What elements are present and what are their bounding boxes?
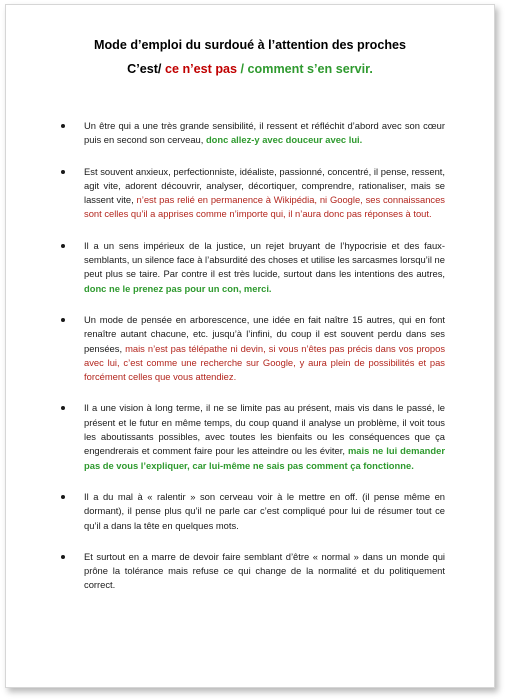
item-text: Est souvent anxieux, perfectionniste, idéaliste, passionné, concentré, il pense, ressent, agit vite, adorent découvrir, analyser, décortiquer, comprendre, rationaliser, mais se lassent vite, bbox=[84, 165, 445, 206]
item-advice-text: donc ne le prenez pas pour un con, merci. bbox=[84, 282, 272, 294]
bullet-icon bbox=[61, 244, 65, 248]
item-text: Et surtout en a marre de devoir faire semblant d’être « normal » dans un monde qui prône la tolérance mais refuse ce qui change de la normalité et du politiquement correct. bbox=[84, 550, 445, 591]
item-text: Il a un sens impérieux de la justice, un rejet bruyant de l’hypocrisie et des faux-semblants, un silence face à l’absurdité des choses et utilise les sarcasmes lorsqu’il ne peut plus se taire. Par contre il est très lucide, surtout dans les intentions des autres, bbox=[84, 239, 445, 280]
list-item bbox=[55, 490, 445, 533]
subtitle-is: C’est/ bbox=[127, 62, 165, 76]
subtitle-how-to-use: / comment s’en servir. bbox=[237, 62, 373, 76]
item-advice-text: mais ne lui demander pas de vous l’expliquer, car lui-même ne sais pas comment ça fonctionne. bbox=[84, 445, 445, 471]
list-item bbox=[55, 313, 445, 384]
item-text: Un être qui a une très grande sensibilité, il ressent et réfléchit d’abord avec son cœur puis en second son cerveau, bbox=[84, 120, 445, 146]
bullet-icon bbox=[61, 318, 65, 322]
traits-list bbox=[55, 119, 445, 610]
item-advice-text: donc allez-y avec douceur avec lui. bbox=[205, 134, 363, 146]
bullet-icon bbox=[61, 124, 65, 128]
list-item bbox=[55, 401, 445, 472]
list-item bbox=[55, 550, 445, 593]
document-page bbox=[5, 4, 495, 688]
bullet-icon bbox=[61, 406, 65, 410]
document-subtitle bbox=[6, 60, 494, 78]
item-negative-text: mais n’est pas télépathe ni devin, si vous n’êtes pas précis dans vos propos avec lui, c’est comme une recherche sur Google, y aura plein de possibilités et pas forcément celles que vous attendiez. bbox=[84, 342, 446, 383]
list-item bbox=[55, 119, 445, 148]
bullet-icon bbox=[61, 170, 65, 174]
item-text: Il a du mal à « ralentir » son cerveau voir à le mettre en off. (il pense même en dormant), il pense plus qu’il ne parle car c’est compliqué pour lui de résumer tout ce qu’il a dans la tête en quelques mots. bbox=[84, 490, 445, 531]
document-title: Mode d’emploi du surdoué à l’attention des proches bbox=[93, 38, 407, 52]
bullet-icon bbox=[61, 555, 65, 559]
subtitle-is-not: ce n’est pas bbox=[164, 62, 238, 76]
list-item bbox=[55, 239, 445, 296]
bullet-icon bbox=[61, 495, 65, 499]
item-text: Il a une vision à long terme, il ne se limite pas au présent, mais vis dans le passé, le présent et le futur en même temps, du coup quand il analyse un problème, il voit tous les aboutissants possibles, avec toutes les bienfaits ou les conséquences que ça engendrerais et comment faire pour les atteindre ou les éviter, bbox=[84, 402, 445, 457]
item-text: Un mode de pensée en arborescence, une idée en fait naître 15 autres, qui en font renaître autant chacune, etc. jusqu’à l’infini, du coup il est souvent perdu dans ses pensées, bbox=[84, 313, 445, 354]
item-negative-text: n’est pas relié en permanence à Wikipédia, ni Google, ses connaissances sont celles qu’il a apprises comme n’importe qui, il n’aura donc pas réponses à tout. bbox=[84, 194, 445, 220]
list-item bbox=[55, 165, 445, 222]
